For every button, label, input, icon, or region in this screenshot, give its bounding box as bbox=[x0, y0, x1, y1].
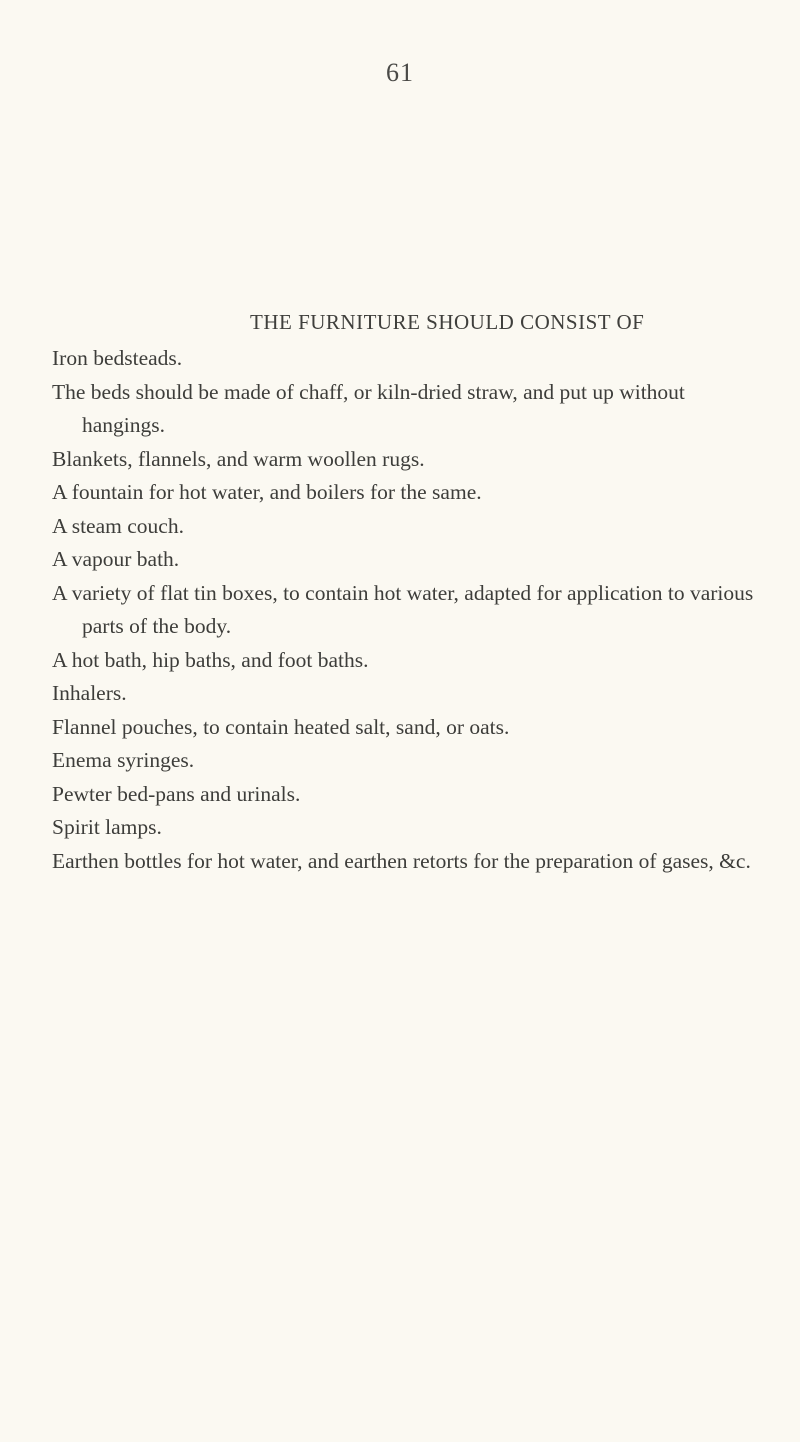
list-item: Iron bedsteads. bbox=[52, 346, 183, 370]
list-item: A vapour bath. bbox=[52, 547, 180, 571]
list-item: A variety of flat tin boxes, to contain hot water, adapted for application to various parts of the body. bbox=[52, 580, 754, 638]
list-item: A fountain for hot water, and boilers for the same. bbox=[52, 480, 482, 504]
list-item: Enema syringes. bbox=[52, 748, 195, 772]
list-item: Blankets, flannels, and warm woollen rugs. bbox=[52, 446, 425, 471]
list-item: Flannel pouches, to contain heated salt, sand, or oats. bbox=[52, 714, 510, 739]
page-number: 61 bbox=[386, 58, 414, 87]
list-item: A hot bath, hip baths, and foot baths. bbox=[52, 647, 369, 672]
list-item: The beds should be made of chaff, or kiln-dried straw, and put up without hangings. bbox=[52, 379, 685, 437]
list-item: Pewter bed-pans and urinals. bbox=[52, 781, 301, 806]
list-item: A steam couch. bbox=[52, 513, 184, 538]
list-item: Spirit lamps. bbox=[52, 815, 162, 839]
section-heading: THE FURNITURE SHOULD CONSIST OF bbox=[250, 310, 645, 334]
list-item: Earthen bottles for hot water, and earthen retorts for the preparation of gases, &c. bbox=[52, 848, 751, 873]
furniture-list bbox=[52, 342, 772, 878]
list-item: Inhalers. bbox=[52, 681, 127, 705]
